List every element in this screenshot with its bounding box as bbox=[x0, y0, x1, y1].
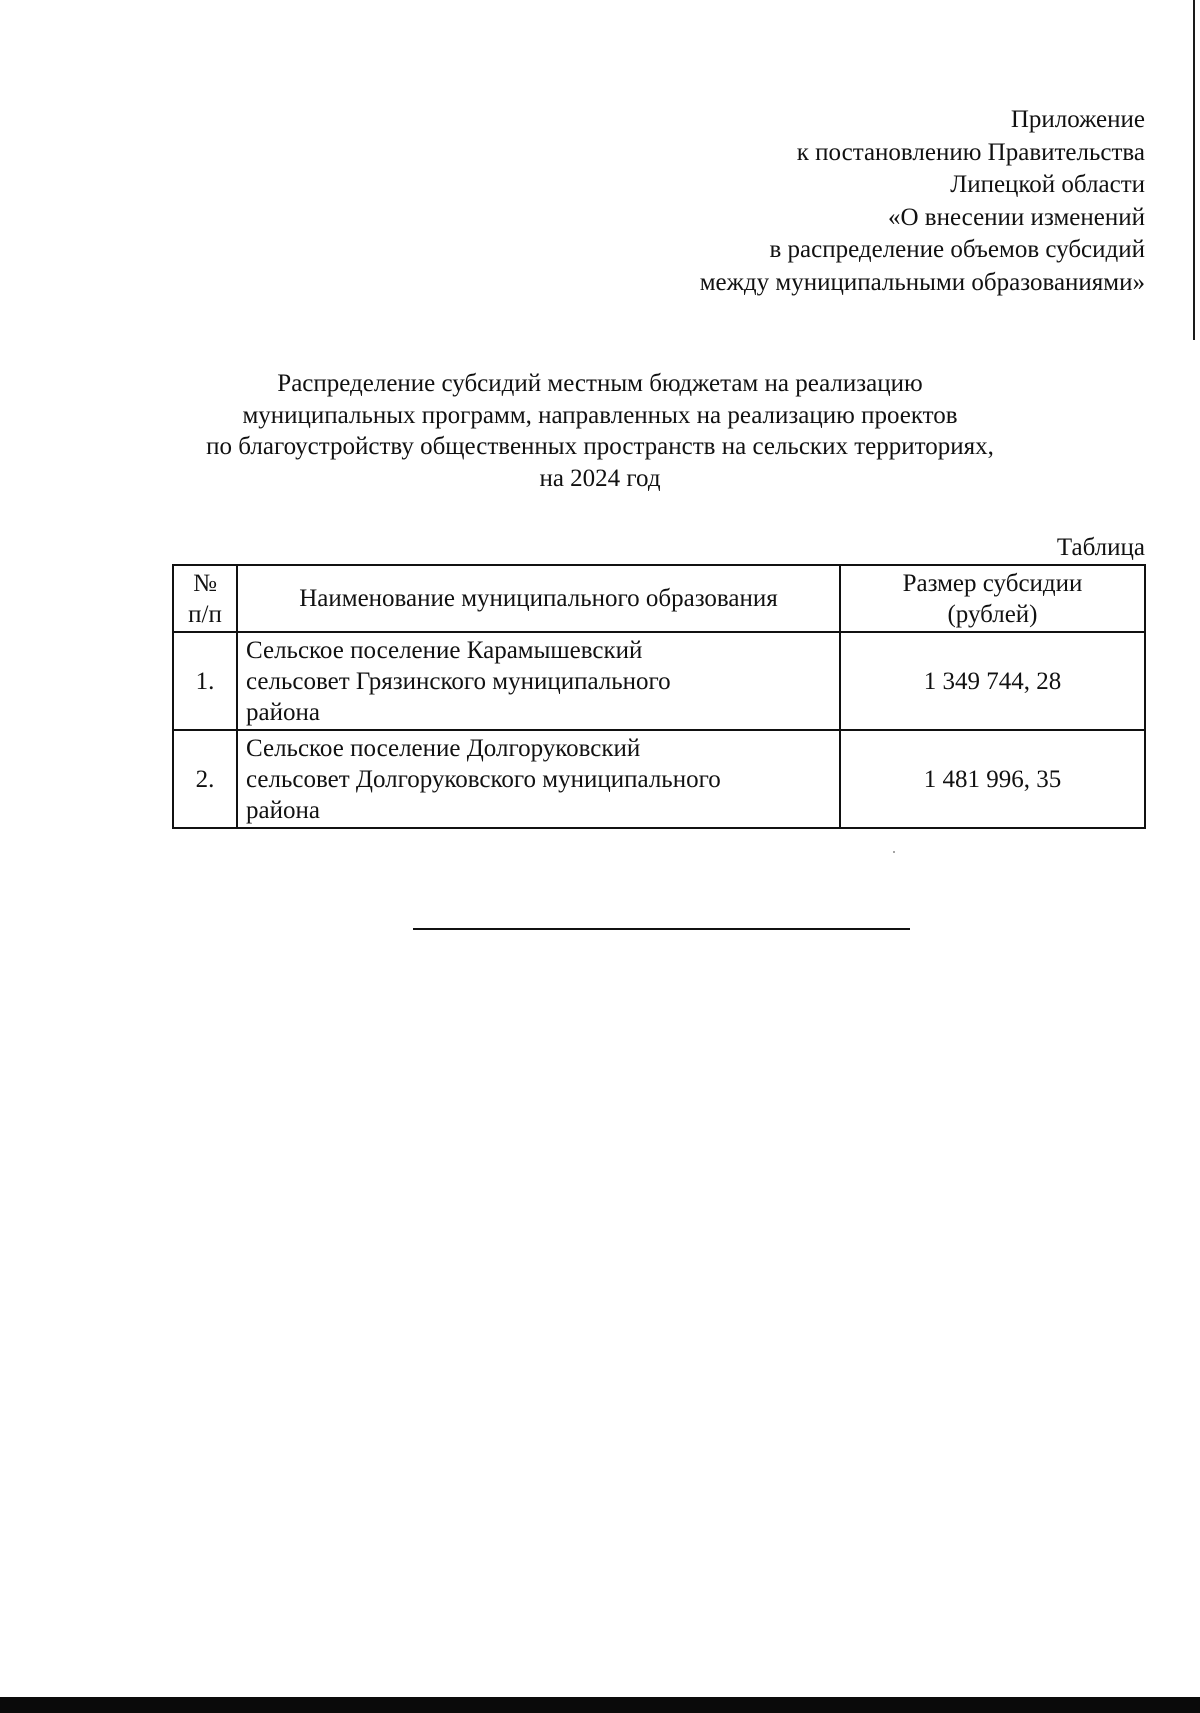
header-number bbox=[173, 565, 237, 632]
municipality-line: района bbox=[246, 698, 320, 726]
header-sum-line: (рублей) bbox=[947, 600, 1038, 628]
row-municipality bbox=[237, 632, 840, 730]
appendix-line: между муниципальными образованиями» bbox=[699, 268, 1145, 296]
row-number: 2. bbox=[173, 730, 237, 828]
appendix-line: к постановлению Правительства bbox=[796, 138, 1145, 166]
municipality-line: сельсовет Долгоруковского муниципального bbox=[246, 765, 721, 793]
header-subsidy-amount bbox=[840, 565, 1145, 632]
appendix-block bbox=[700, 104, 1145, 299]
appendix-line: в распределение объемов субсидий bbox=[769, 236, 1145, 263]
table-row bbox=[173, 730, 1145, 828]
scan-edge-right bbox=[1193, 0, 1195, 340]
scan-edge-bottom bbox=[0, 1697, 1200, 1713]
end-divider bbox=[413, 928, 910, 930]
header-number-line: № bbox=[193, 569, 217, 597]
subsidy-table bbox=[172, 564, 1146, 829]
table-header-row bbox=[173, 565, 1145, 632]
municipality-line: Сельское поселение Долгоруковский bbox=[246, 734, 641, 762]
title-line: муниципальных программ, направленных на реализацию проектов bbox=[242, 401, 958, 429]
title-line: по благоустройству общественных пространств на сельских территориях, bbox=[206, 433, 994, 460]
appendix-line: Липецкой области bbox=[950, 171, 1145, 198]
row-number: 1. bbox=[173, 632, 237, 730]
row-municipality bbox=[237, 730, 840, 828]
table-caption: Таблица bbox=[1056, 534, 1145, 561]
row-subsidy-amount: 1 349 744, 28 bbox=[840, 632, 1145, 730]
table-row bbox=[173, 632, 1145, 730]
header-sum-line: Размер субсидии bbox=[902, 569, 1083, 597]
municipality-line: сельсовет Грязинского муниципального bbox=[246, 667, 671, 695]
municipality-line: района bbox=[246, 796, 320, 824]
title-line: Распределение субсидий местным бюджетам на реализацию bbox=[277, 370, 923, 397]
header-number-line: п/п bbox=[188, 600, 222, 628]
appendix-line: «О внесении изменений bbox=[887, 203, 1145, 231]
municipality-line: Сельское поселение Карамышевский bbox=[246, 636, 643, 664]
appendix-line: Приложение bbox=[1010, 106, 1145, 133]
document-title bbox=[150, 368, 1050, 494]
row-subsidy-amount: 1 481 996, 35 bbox=[840, 730, 1145, 828]
header-municipality: Наименование муниципального образования bbox=[237, 565, 840, 632]
scan-speck bbox=[893, 851, 895, 853]
title-line: на 2024 год bbox=[539, 464, 661, 492]
